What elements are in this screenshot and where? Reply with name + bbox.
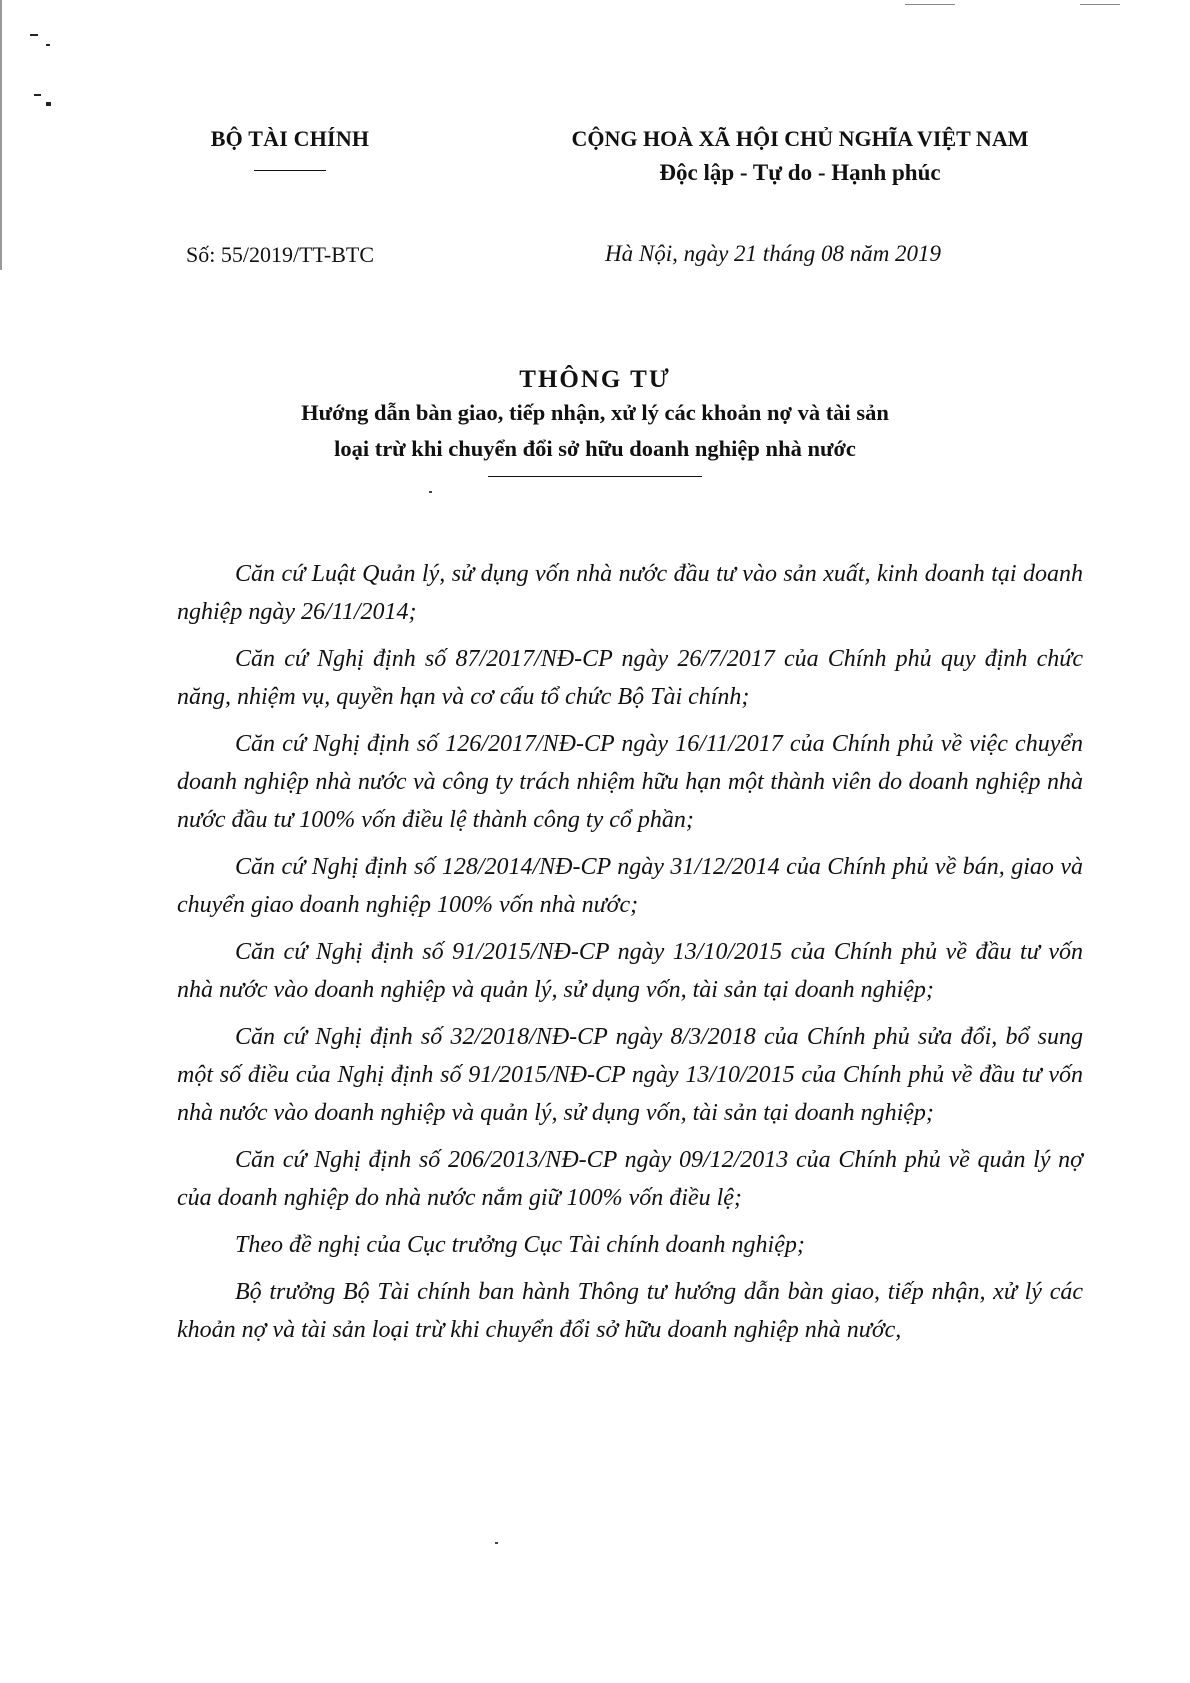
- nation-name: CỘNG HOÀ XÃ HỘI CHỦ NGHĨA VIỆT NAM: [571, 126, 1029, 151]
- preamble-paragraph: Căn cứ Nghị định số 206/2013/NĐ-CP ngày 09/12/2013 của Chính phủ về quản lý nợ của doanh nghiệp do nhà nước nắm giữ 100% vốn điều lệ;: [177, 1147, 1083, 1211]
- scan-speck: [495, 1542, 498, 1544]
- preamble-paragraph: Theo đề nghị của Cục trưởng Cục Tài chính doanh nghiệp;: [235, 1232, 805, 1258]
- scan-mark: [30, 34, 38, 36]
- agency-name: BỘ TÀI CHÍNH: [210, 126, 370, 151]
- national-heading: [520, 126, 1080, 186]
- preamble-paragraph: Căn cứ Nghị định số 87/2017/NĐ-CP ngày 26/7/2017 của Chính phủ quy định chức năng, nhiệm vụ, quyền hạn và cơ cấu tổ chức Bộ Tài chính;: [177, 646, 1083, 710]
- agency-underline: [254, 170, 326, 171]
- preamble-paragraph: Căn cứ Nghị định số 128/2014/NĐ-CP ngày 31/12/2014 của Chính phủ về bán, giao và chuyển giao doanh nghiệp 100% vốn nhà nước;: [177, 854, 1083, 918]
- title-block: [200, 366, 990, 477]
- document-type: THÔNG TƯ: [519, 366, 671, 393]
- scan-mark: [46, 44, 50, 46]
- place-and-date: Hà Nội, ngày 21 tháng 08 năm 2019: [605, 241, 942, 266]
- preamble-paragraph: Căn cứ Nghị định số 91/2015/NĐ-CP ngày 13/10/2015 của Chính phủ về đầu tư vốn nhà nước vào doanh nghiệp và quản lý, sử dụng vốn, tài sản tại doanh nghiệp;: [177, 939, 1083, 1003]
- national-motto: Độc lập - Tự do - Hạnh phúc: [659, 160, 941, 185]
- preamble-paragraph: Bộ trưởng Bộ Tài chính ban hành Thông tư hướng dẫn bàn giao, tiếp nhận, xử lý các khoản nợ và tài sản loại trừ khi chuyển đổi sở hữu doanh nghiệp nhà nước,: [177, 1279, 1083, 1343]
- scan-mark: [905, 4, 955, 5]
- title-underline: [488, 476, 702, 477]
- scan-speck: [429, 491, 432, 493]
- preamble: [177, 555, 1083, 1358]
- subject-line: Hướng dẫn bàn giao, tiếp nhận, xử lý các khoản nợ và tài sản: [301, 400, 889, 425]
- scan-mark: [46, 102, 51, 106]
- preamble-paragraph: Căn cứ Luật Quản lý, sử dụng vốn nhà nước đầu tư vào sản xuất, kinh doanh tại doanh nghiệp ngày 26/11/2014;: [177, 561, 1083, 625]
- agency-block: [170, 126, 410, 171]
- preamble-paragraph: Căn cứ Nghị định số 126/2017/NĐ-CP ngày 16/11/2017 của Chính phủ về việc chuyển doanh nghiệp nhà nước và công ty trách nhiệm hữu hạn một thành viên do doanh nghiệp nhà nước đầu tư 100% vốn điều lệ thành công ty cổ phần;: [177, 731, 1083, 833]
- document-number: Số: 55/2019/TT-BTC: [186, 242, 375, 267]
- subject-line: loại trừ khi chuyển đổi sở hữu doanh nghiệp nhà nước: [334, 436, 856, 461]
- scan-mark: [34, 94, 41, 96]
- preamble-paragraph: Căn cứ Nghị định số 32/2018/NĐ-CP ngày 8/3/2018 của Chính phủ sửa đổi, bổ sung một số điều của Nghị định số 91/2015/NĐ-CP ngày 13/10/2015 của Chính phủ về đầu tư vốn nhà nước vào doanh nghiệp và quản lý, sử dụng vốn, tài sản tại doanh nghiệp;: [177, 1024, 1083, 1126]
- scan-mark: [0, 0, 2, 270]
- scan-mark: [1080, 4, 1120, 5]
